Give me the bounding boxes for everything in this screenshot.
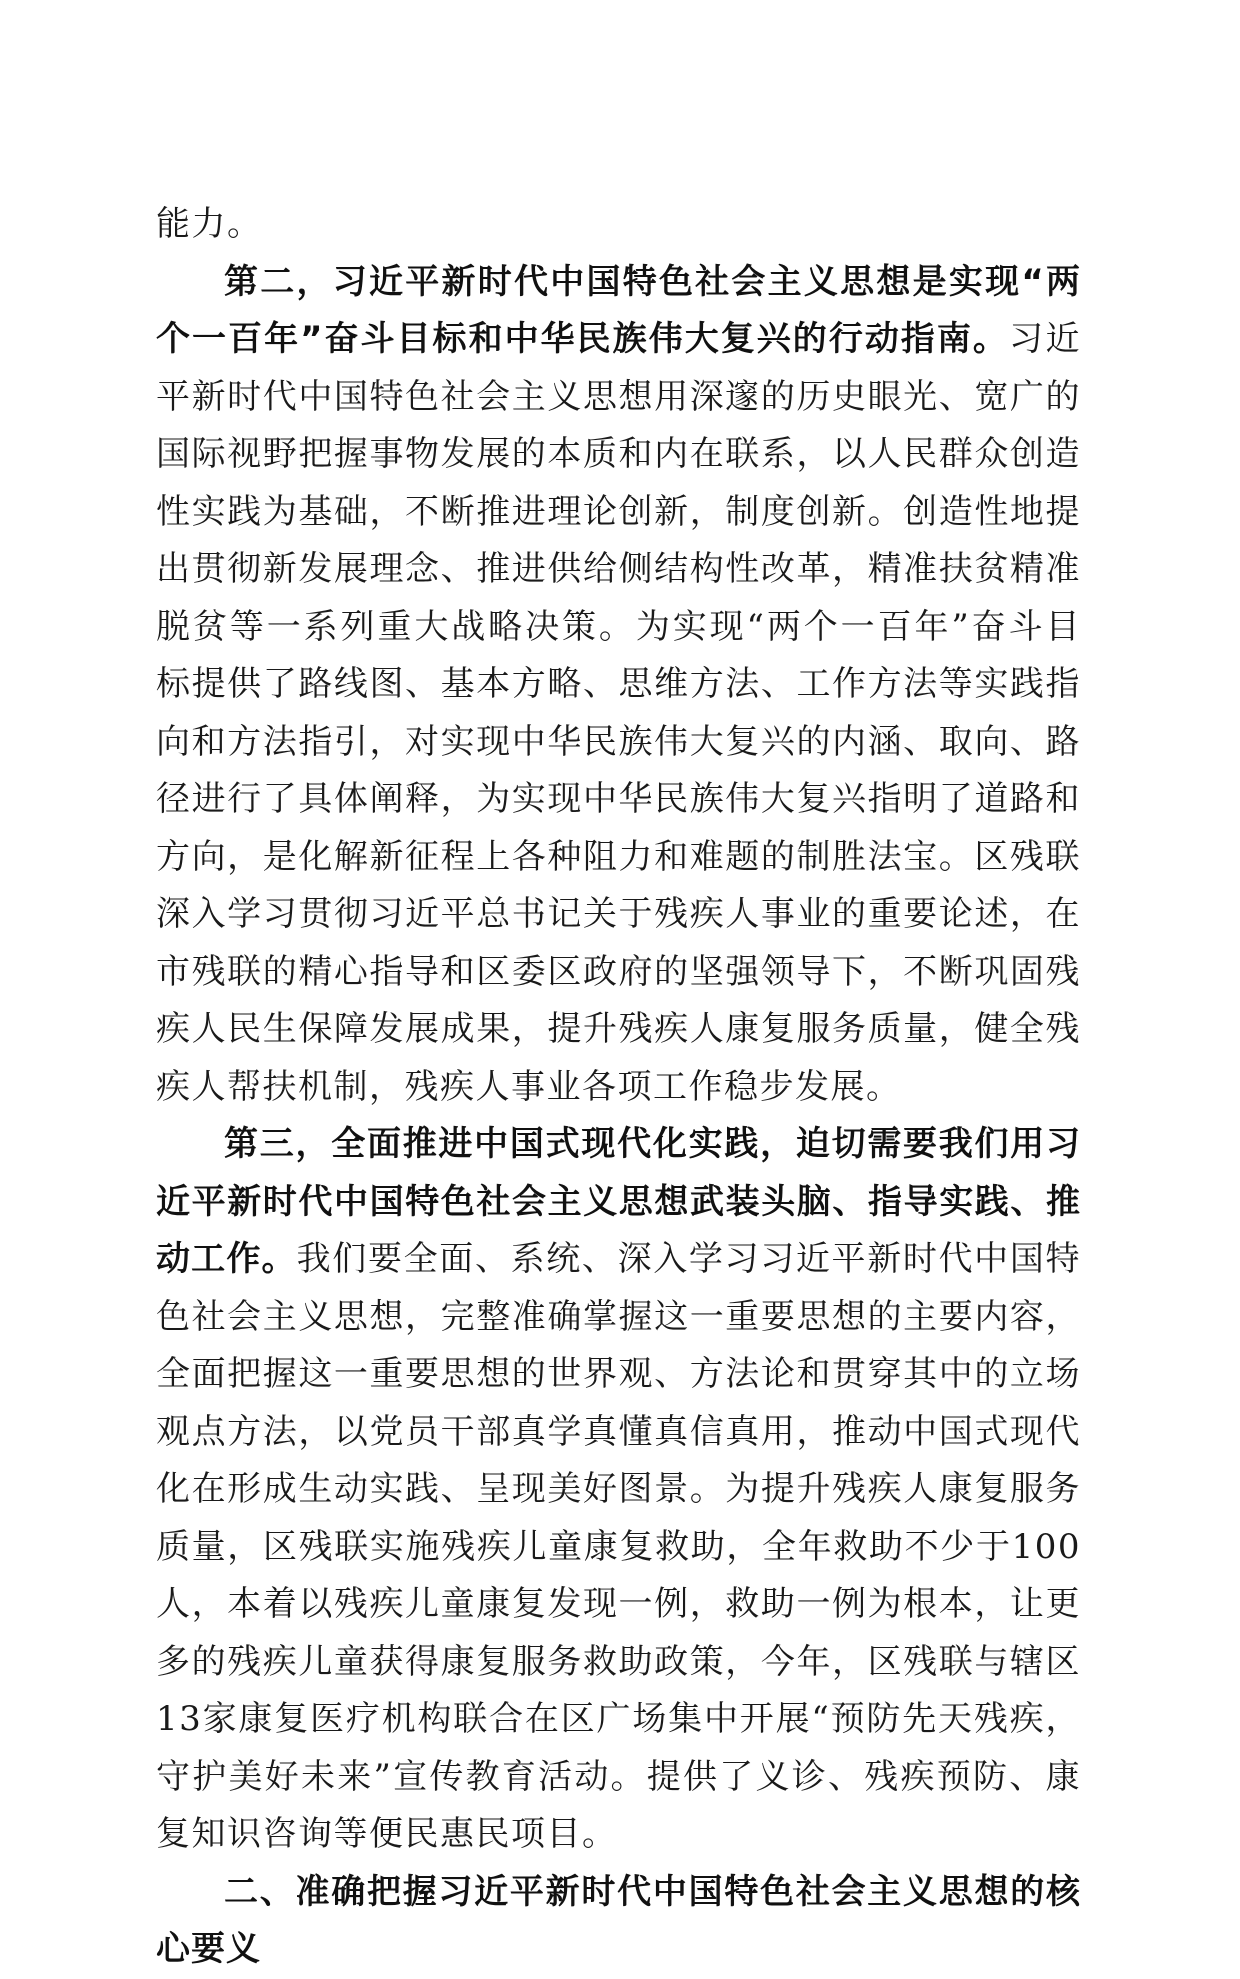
paragraph-continuation xyxy=(156,196,1081,254)
paragraph-second-point xyxy=(156,254,1081,1117)
paragraph-body: 我们要全面、系统、深入学习习近平新时代中国特色社会主义思想，完整准确掌握这一重要思想的主要内容，全面把握这一重要思想的世界观、方法论和贯穿其中的立场观点方法，以党员干部真学真懂真信真用，推动中国式现代化在形成生动实践、呈现美好图景。为提升残疾人康复服务质量，区残联实施残疾儿童康复救助，全年救助不少于100人，本着以残疾儿童康复发现一例，救助一例为根本，让更多的残疾儿童获得康复服务救助政策，今年，区残联与辖区13家康复医疗机构联合在区广场集中开展“预防先天残疾，守护美好未来”宣传教育活动。提供了义诊、残疾预防、康复知识咨询等便民惠民项目。 xyxy=(156,1239,1081,1854)
paragraph-third-point xyxy=(156,1116,1081,1864)
paragraph-lead-bold: 第二，习近平新时代中国特色社会主义思想是实现“两个一百年”奋斗目标和中华民族伟大复兴的行动指南。 xyxy=(156,261,1081,359)
paragraph-body: 习近平新时代中国特色社会主义思想用深邃的历史眼光、宽广的国际视野把握事物发展的本质和内在联系，以人民群众创造性实践为基础，不断推进理论创新，制度创新。创造性地提出贯彻新发展理念、推进供给侧结构性改革，精准扶贫精准脱贫等一系列重大战略决策。为实现“两个一百年”奋斗目标提供了路线图、基本方略、思维方法、工作方法等实践指向和方法指引，对实现中华民族伟大复兴的内涵、取向、路径进行了具体阐释，为实现中华民族伟大复兴指明了道路和方向，是化解新征程上各种阻力和难题的制胜法宝。区残联深入学习贯彻习近平总书记关于残疾人事业的重要论述，在市残联的精心指导和区委区政府的坚强领导下，不断巩固残疾人民生保障发展成果，提升残疾人康复服务质量，健全残疾人帮扶机制，残疾人事业各项工作稳步发展。 xyxy=(156,319,1081,1107)
paragraph-body: 能力。 xyxy=(156,204,263,244)
paragraph-lead-bold: 第三，全面推进中国式现代化实践，迫切需要我们用习近平新时代中国特色社会主义思想武装头脑、指导实践、推动工作。 xyxy=(156,1124,1081,1279)
section-heading: 二、准确把握习近平新时代中国特色社会主义思想的核心要义 xyxy=(156,1871,1081,1969)
document-body xyxy=(156,196,1081,1979)
